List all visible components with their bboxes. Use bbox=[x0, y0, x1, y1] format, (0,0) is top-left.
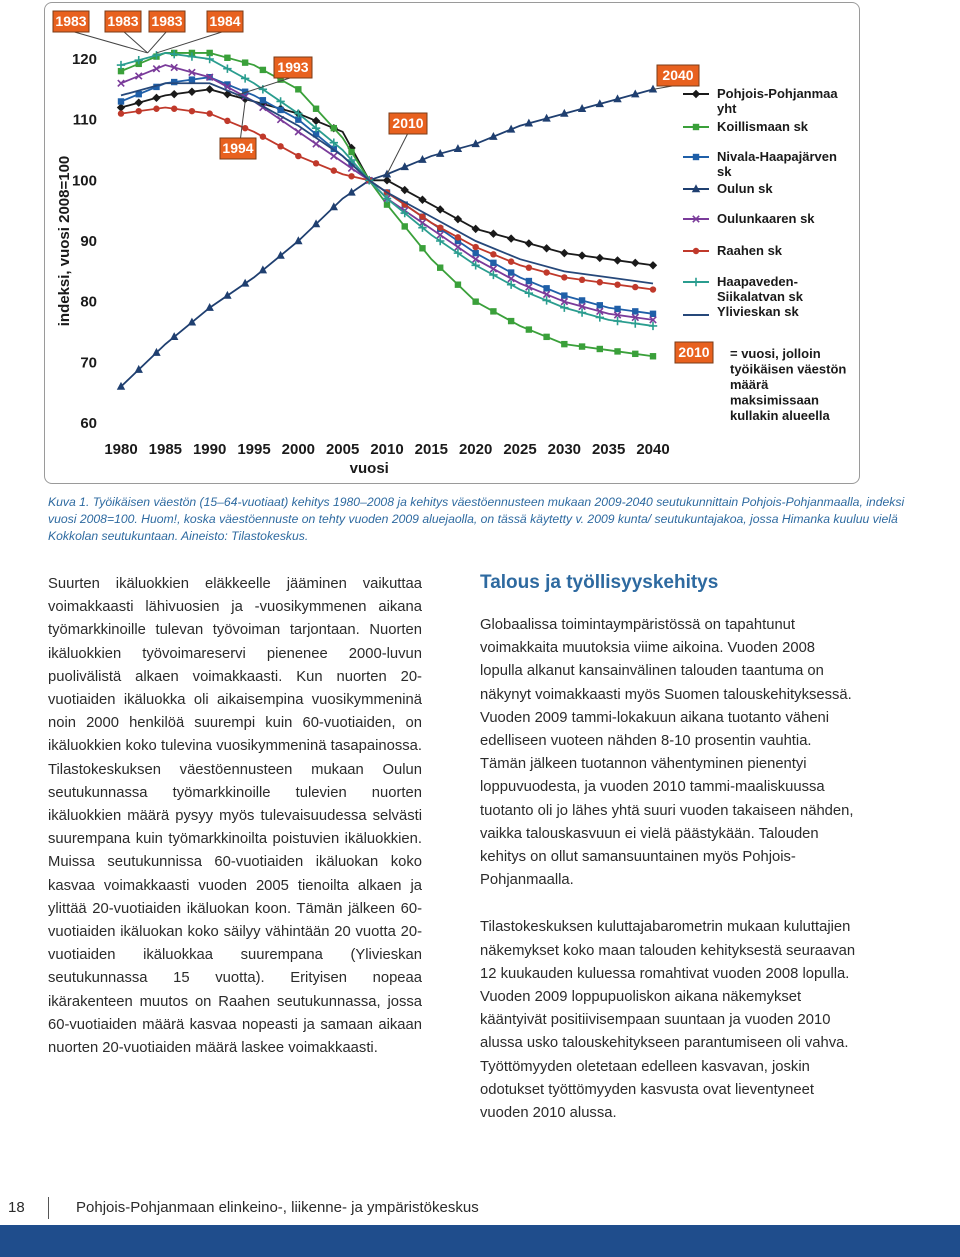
series-marker bbox=[614, 348, 620, 354]
series-marker bbox=[189, 76, 195, 82]
series-marker bbox=[331, 153, 337, 159]
callout-label: 2040 bbox=[662, 67, 694, 83]
callout-pointer bbox=[148, 31, 167, 53]
series-marker bbox=[152, 94, 160, 102]
series-marker bbox=[313, 160, 319, 166]
legend-label: Ylivieskan sk bbox=[717, 304, 799, 319]
series-marker bbox=[490, 260, 496, 266]
legend-label: Oulun sk bbox=[717, 181, 773, 196]
legend-marker bbox=[693, 124, 699, 130]
series-marker bbox=[312, 117, 320, 125]
series-marker bbox=[136, 108, 142, 114]
series-marker bbox=[313, 141, 319, 147]
series-marker bbox=[206, 110, 212, 116]
legend-label: Oulunkaaren sk bbox=[717, 211, 815, 226]
callout-pointer bbox=[71, 31, 148, 53]
series-marker bbox=[189, 108, 195, 114]
legend-note-text: maksimissaan bbox=[730, 392, 819, 408]
legend-note-text: kullakin alueella bbox=[730, 408, 830, 423]
legend-marker bbox=[692, 278, 700, 286]
series-marker bbox=[632, 284, 638, 290]
series-marker bbox=[260, 133, 266, 139]
series-marker bbox=[613, 256, 621, 264]
x-tick-label: 1990 bbox=[192, 441, 227, 458]
legend-marker bbox=[693, 248, 699, 254]
legend-note-text: työikäisen väestön bbox=[730, 361, 847, 377]
page-number: 18 bbox=[8, 1199, 25, 1216]
legend-note-box-label: 2010 bbox=[678, 344, 710, 360]
series-marker bbox=[526, 326, 532, 332]
x-tick-label: 2025 bbox=[503, 441, 537, 458]
population-index-chart bbox=[45, 3, 859, 483]
series-marker bbox=[171, 106, 177, 112]
right-paragraph-1: Globaalissa toimintaympäristössä on tapahtunut voimakkaita muutoksia viime aikoina. Vuoden 2008 lopulla alkanut kansainvälinen talouden taantuma on näkynyt voimakkaasti myös Suomen talouskehityksessä. Vuoden 2009 tammi-lokakuun aikana tuotanto väheni edelliseen vuoteen nähden 8-10 prosentin vauhtia. Tämän jälkeen tuotannon vähentyminen pienentyi loppuvuodesta, ja vuoden 2010 tammi-maaliskuussa tuotanto oli jo lähes yhtä suuri vuoden takaiseen nähden, vaikka talouskasvuun ei vielä päästykään. Talouden kehitys on ollut samansuuntainen myös Pohjois-Pohjanmaalla. bbox=[480, 617, 854, 889]
series-marker bbox=[508, 269, 514, 275]
series-marker bbox=[348, 173, 354, 179]
series-marker bbox=[578, 251, 586, 259]
series-marker bbox=[241, 279, 249, 287]
series-marker bbox=[436, 205, 444, 213]
series-marker bbox=[242, 125, 248, 131]
series-marker bbox=[525, 239, 533, 247]
series-marker bbox=[489, 230, 497, 238]
series-marker bbox=[295, 86, 301, 92]
footer-divider bbox=[48, 1197, 49, 1219]
callout-label: 1984 bbox=[209, 13, 241, 29]
y-tick-label: 110 bbox=[72, 111, 97, 129]
y-tick-label: 100 bbox=[71, 172, 97, 190]
legend-label: Pohjois-Pohjanmaa bbox=[717, 86, 838, 101]
series-marker bbox=[205, 85, 213, 93]
series-marker bbox=[135, 98, 143, 106]
series-marker bbox=[597, 346, 603, 352]
legend-label: sk bbox=[717, 164, 732, 179]
series-marker bbox=[260, 97, 266, 103]
x-tick-label: 1985 bbox=[148, 441, 183, 458]
series-marker bbox=[224, 118, 230, 124]
series-marker bbox=[614, 281, 620, 287]
right-paragraph-2: Tilastokeskuksen kuluttajabarometrin mukaan kuluttajien näkemykset koko maan talouden kehityksestä seuraavan 12 kuukauden kuluessa romahtivat vuoden 2008 lopulla. Vuoden 2009 loppupuoliskon aikana näkemykset kääntyivät positiivisempaan suuntaan ja vuoden 2010 alussa usko talouskehitykseen parantumiseen oli vahva. Työttömyyden oletetaan edelleen kasvavan, joskin odotukset työttömyyden kasvusta ovat lieventyneet vuoden 2010 alussa. bbox=[480, 919, 856, 1122]
series-marker bbox=[331, 125, 337, 131]
series-marker bbox=[401, 186, 409, 194]
x-tick-label: 2010 bbox=[370, 441, 404, 458]
series-marker bbox=[419, 214, 425, 220]
series-marker bbox=[118, 98, 124, 104]
series-marker bbox=[561, 274, 567, 280]
series-marker bbox=[597, 279, 603, 285]
series-marker bbox=[614, 306, 620, 312]
series-marker bbox=[543, 334, 549, 340]
series-marker bbox=[277, 143, 283, 149]
right-column bbox=[480, 570, 858, 1149]
legend-note-text: = vuosi, jolloin bbox=[730, 346, 821, 361]
x-tick-label: 2035 bbox=[591, 441, 626, 458]
series-marker bbox=[579, 343, 585, 349]
series-marker bbox=[295, 129, 301, 135]
series-marker bbox=[579, 277, 585, 283]
series-marker bbox=[561, 292, 567, 298]
y-tick-label: 90 bbox=[80, 233, 97, 250]
series-marker bbox=[277, 107, 283, 113]
series-marker bbox=[188, 88, 196, 96]
legend-marker bbox=[693, 154, 699, 160]
series-marker bbox=[543, 269, 549, 275]
y-tick-label: 70 bbox=[80, 354, 97, 372]
callout-label: 1983 bbox=[55, 13, 87, 29]
series-marker bbox=[223, 65, 231, 73]
series-marker bbox=[295, 153, 301, 159]
series-marker bbox=[241, 74, 249, 82]
series-marker bbox=[632, 308, 638, 314]
series-marker bbox=[650, 286, 656, 292]
series-marker bbox=[260, 67, 266, 73]
series-marker bbox=[170, 90, 178, 98]
figure-caption: Kuva 1. Työikäisen väestön (15–64-vuotiaat) kehitys 1980–2008 ja kehitys väestöennusteen mukaan 2009-2040 seutukunnittain Pohjois-Pohjanmaalla, indeksi vuosi 2008=100. Huom!, koska väestöennuste on tehty vuoden 2009 aluejaolla, on tässä käytetty v. 2009 kunta/ seutukuntajakoa, jossa Himanka kuuluu vielä Kokkolan seutukuntaan. Aineisto: Tilastokeskus. bbox=[48, 495, 905, 543]
series-marker bbox=[313, 106, 319, 112]
callout-pointer bbox=[156, 31, 225, 53]
left-body-text: Suurten ikäluokkien eläkkeelle jääminen vaikuttaa voimakkaasti lähivuosien ja -vuosikymmenen aikana työmarkkinoille tulevan työvoiman tarjontaan. Nuorten ikäluokkien työvoimareservi pienenee 2000-luvun puolivälistä alkaen voimakkaasti. Kun nuorten 20-vuotiaiden ikäluokka oli aikaisempina vuosikymmeninä noin 2000 henkilöä suurempi kuin 60-vuotiaiden, on ikäluokkien koko tulevina vuosikymmeninä tasapainossa. Tilastokeskuksen väestöennusteen mukaan Oulun seutukunnassa työmarkkinoille tulevien nuorten ikäluokkien määrä pysyy myös tulevaisuudessa selvästi suurempana kuin työmarkkinoilta poistuvien ikäluokkien. Muissa seutukunnissa 60-vuotiaiden ikäluokan koko kasvaa voimakkaasti vuoden 2005 tienoilta alkaen ja ylittää 20-vuotiaiden ikäluokan koon. Tämän jälkeen 60-vuotiaiden ikäluokan koko säilyy vähintään 20 vuotta 20-vuotiaiden ikäluokkaa suurempana (Ylivieskan seutukunnassa 15 vuotta). Erityisen nopeaa ikärakenteen muutos on Raahen seutukunnassa, jossa 60-vuotiaiden määrä kasvaa nopeasti ja samaan aikaan nuorten 20-vuotiaiden määrä laskee voimakkaasti. bbox=[48, 576, 422, 1057]
series-marker bbox=[526, 278, 532, 284]
x-tick-label: 2020 bbox=[458, 441, 493, 458]
series-marker bbox=[455, 234, 461, 240]
series-marker bbox=[419, 245, 425, 251]
series-line bbox=[121, 89, 653, 386]
x-tick-label: 1995 bbox=[237, 441, 271, 458]
series-marker bbox=[597, 302, 603, 308]
series-marker bbox=[153, 106, 159, 112]
series-marker bbox=[437, 224, 443, 230]
x-tick-label: 2030 bbox=[547, 441, 582, 458]
x-axis-title: vuosi bbox=[349, 460, 389, 477]
series-marker bbox=[348, 149, 354, 155]
series-marker bbox=[472, 244, 478, 250]
series-marker bbox=[472, 298, 478, 304]
series-marker bbox=[454, 215, 462, 223]
series-marker bbox=[490, 251, 496, 257]
series-marker bbox=[490, 308, 496, 314]
x-tick-label: 2000 bbox=[281, 441, 316, 458]
legend-label: Siikalatvan sk bbox=[717, 289, 803, 304]
callout-label: 1983 bbox=[107, 13, 139, 29]
series-marker bbox=[331, 167, 337, 173]
series-marker bbox=[471, 225, 479, 233]
series-marker bbox=[437, 264, 443, 270]
section-heading: Talous ja työllisyyskehitys bbox=[480, 572, 719, 593]
series-marker bbox=[579, 297, 585, 303]
y-tick-label: 60 bbox=[80, 415, 97, 432]
series-marker bbox=[472, 250, 478, 256]
legend-label: Koillismaan sk bbox=[717, 119, 809, 134]
series-marker bbox=[543, 285, 549, 291]
chart-frame bbox=[44, 2, 860, 484]
callout-label: 2010 bbox=[392, 115, 424, 131]
callout-label: 1993 bbox=[277, 59, 309, 75]
legend-label: yht bbox=[717, 101, 737, 116]
series-marker bbox=[507, 234, 515, 242]
series-marker bbox=[632, 351, 638, 357]
series-marker bbox=[508, 318, 514, 324]
x-tick-label: 2015 bbox=[414, 441, 449, 458]
legend-note-text: määrä bbox=[730, 377, 769, 392]
page-footer bbox=[0, 1185, 960, 1257]
callout-label: 1994 bbox=[222, 140, 254, 156]
series-marker bbox=[171, 79, 177, 85]
y-axis-title: indeksi, vuosi 2008=100 bbox=[56, 155, 73, 327]
x-tick-label: 2040 bbox=[636, 441, 670, 458]
series-marker bbox=[347, 188, 355, 196]
x-tick-label: 2005 bbox=[325, 441, 360, 458]
y-tick-label: 120 bbox=[71, 51, 97, 68]
series-marker bbox=[542, 244, 550, 252]
left-column bbox=[48, 573, 422, 1060]
series-marker bbox=[223, 291, 231, 299]
series-marker bbox=[205, 303, 213, 311]
series-marker bbox=[118, 110, 124, 116]
callout-label: 1983 bbox=[151, 13, 183, 29]
legend-marker bbox=[692, 90, 700, 98]
series-marker bbox=[242, 59, 248, 65]
series-marker bbox=[560, 249, 568, 257]
series-marker bbox=[631, 259, 639, 267]
publisher-name: Pohjois-Pohjanmaan elinkeino-, liikenne- ja ympäristökeskus bbox=[76, 1199, 479, 1216]
series-marker bbox=[224, 55, 230, 61]
series-marker bbox=[596, 254, 604, 262]
legend-label: Raahen sk bbox=[717, 243, 783, 258]
x-tick-label: 1980 bbox=[104, 441, 138, 458]
series-marker bbox=[649, 261, 657, 269]
footer-bar bbox=[0, 1225, 960, 1257]
series-marker bbox=[526, 264, 532, 270]
legend-label: Haapaveden- bbox=[717, 274, 798, 289]
series-marker bbox=[455, 281, 461, 287]
series-marker bbox=[418, 196, 426, 204]
legend-label: Nivala-Haapajärven bbox=[717, 149, 837, 164]
series-marker bbox=[650, 353, 656, 359]
series-marker bbox=[561, 341, 567, 347]
series-marker bbox=[508, 258, 514, 264]
y-tick-label: 80 bbox=[80, 293, 97, 311]
series-marker bbox=[402, 223, 408, 229]
series-marker bbox=[650, 311, 656, 317]
